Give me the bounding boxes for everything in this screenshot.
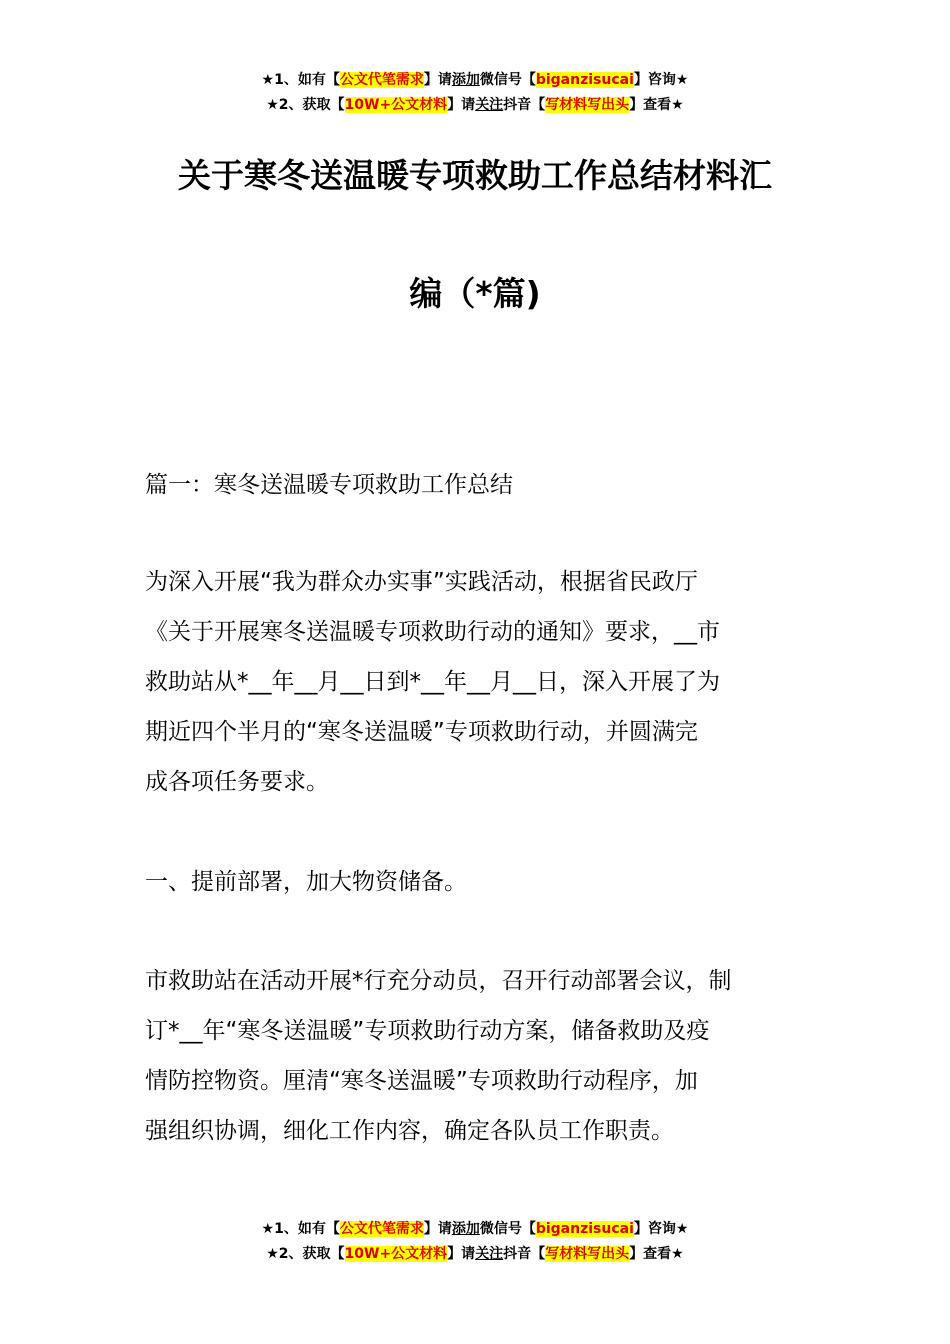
subheading-deployment xyxy=(145,857,809,907)
text-line: 期近四个半月的“寒冬送温暖”专项救助行动，并圆满完 xyxy=(145,719,698,745)
banner-highlight: 写材料写出头 xyxy=(545,1246,630,1262)
footer-banner xyxy=(0,1217,950,1267)
banner-line-1: ★1、如有【公文代笔需求】请添加微信号【biganzisucai】咨询★ xyxy=(261,72,689,88)
document-title-line-2: 编（*篇) xyxy=(409,274,541,313)
subheading-text: 一、提前部署，加大物资储备。 xyxy=(145,869,467,895)
banner-highlight: 公文代笔需求 xyxy=(339,72,424,88)
banner-highlight: 10W+公文材料 xyxy=(344,97,448,113)
text-line: 《关于开展寒冬送温暖专项救助行动的通知》要求，__市 xyxy=(145,619,720,645)
header-banner xyxy=(0,68,950,118)
banner-highlight: 10W+公文材料 xyxy=(344,1246,448,1262)
paragraph-intro xyxy=(145,557,809,807)
banner-highlight: biganzisucai xyxy=(535,72,634,88)
banner-line-1: ★1、如有【公文代笔需求】请添加微信号【biganzisucai】咨询★ xyxy=(261,1221,689,1237)
banner-highlight: 公文代笔需求 xyxy=(339,1221,424,1237)
text-line: 订*__年“寒冬送温暖”专项救助行动方案，储备救助及疫 xyxy=(145,1018,710,1044)
banner-line-2: ★2、获取【10W+公文材料】请关注抖音【写材料写出头】查看★ xyxy=(266,97,684,113)
banner-line-2: ★2、获取【10W+公文材料】请关注抖音【写材料写出头】查看★ xyxy=(266,1246,684,1262)
section-heading: 篇一：寒冬送温暖专项救助工作总结 xyxy=(145,472,513,498)
paragraph-deployment xyxy=(145,956,809,1156)
text-line: 成各项任务要求。 xyxy=(145,769,329,795)
banner-highlight: biganzisucai xyxy=(535,1221,634,1237)
text-line: 情防控物资。厘清“寒冬送温暖”专项救助行动程序，加 xyxy=(145,1068,698,1094)
text-line: 强组织协调，细化工作内容，确定各队员工作职责。 xyxy=(145,1118,674,1144)
text-line: 市救助站在活动开展*行充分动员，召开行动部署会议，制 xyxy=(145,968,732,994)
text-line: 为深入开展“我为群众办实事”实践活动，根据省民政厅 xyxy=(145,569,698,595)
document-title-line-1: 关于寒冬送温暖专项救助工作总结材料汇 xyxy=(178,156,772,195)
text-line: 救助站从*__年__月__日到*__年__月__日，深入开展了为 xyxy=(145,669,720,695)
banner-highlight: 写材料写出头 xyxy=(545,97,630,113)
